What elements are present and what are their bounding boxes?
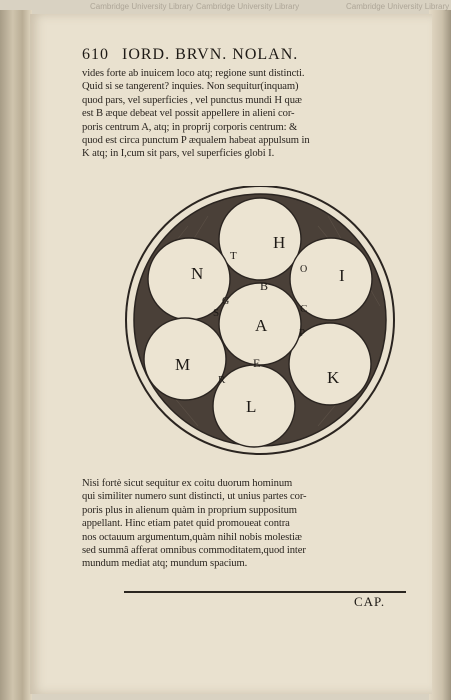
text-line: Nisi fortè sicut sequitur ex coitu duorum hominum xyxy=(82,478,293,489)
book-page-edges-left xyxy=(0,10,32,700)
label-h: H xyxy=(273,233,286,252)
label-s: S xyxy=(213,307,220,319)
label-r: R xyxy=(218,374,226,386)
label-a: A xyxy=(255,316,268,335)
text-line: K atq; in I,cum sit pars, vel superficies globi I. xyxy=(82,148,275,160)
label-n: N xyxy=(191,264,204,283)
book-page-edges-right xyxy=(429,10,451,700)
label-l: L xyxy=(246,397,257,416)
watermark-text: Cambridge University Library xyxy=(196,2,300,11)
text-line: poris plus in alienum quàm in proprium suppositum xyxy=(82,504,297,516)
label-m: M xyxy=(175,355,191,374)
label-e: E xyxy=(253,356,261,370)
text-line: qui similiter numero sunt distincti, ut unius partes cor- xyxy=(82,491,307,503)
label-p: P xyxy=(299,327,306,339)
label-o: O xyxy=(300,264,308,275)
label-i: I xyxy=(339,266,345,285)
catchword: CAP. xyxy=(354,594,386,609)
text-line: appellant. Hinc etiam patet quid promoueat contra xyxy=(82,518,290,530)
horizontal-rule xyxy=(124,591,406,593)
text-line: est B æque debeat vel possit appellere in alieni cor- xyxy=(82,108,295,120)
text-line: quod est circa punctum P æqualem habeat appulsum in xyxy=(82,135,310,147)
text-line: sed summâ afferat omnibus commoditatem,quod inter xyxy=(82,545,306,557)
text-line: mundum mediat atq; mundum spacium. xyxy=(82,558,248,570)
watermark-strip xyxy=(0,2,451,14)
body-text-bottom xyxy=(82,477,402,571)
label-t: T xyxy=(230,250,237,262)
watermark-text: Cambridge University Library xyxy=(90,2,194,11)
running-title: IORD. BRVN. NOLAN. xyxy=(122,46,299,63)
body-text-top xyxy=(82,67,402,161)
watermark-text: Cambridge University Library xyxy=(346,2,450,11)
circle-h xyxy=(219,198,301,280)
text-line: quod pars, vel superficies , vel punctus mundi H quæ xyxy=(82,94,302,106)
text-line: nos octauum argumentum,quàm nihil nobis molestiæ xyxy=(82,531,302,543)
text-line: vides forte ab inuicem loco atq; regione sunt distincti. xyxy=(82,68,305,79)
label-c: C xyxy=(300,303,308,315)
text-line: poris centrum A, atq; in proprij corporis centrum: & xyxy=(82,121,298,133)
label-k: K xyxy=(327,368,340,387)
running-header xyxy=(82,46,402,64)
label-g: G xyxy=(222,296,230,307)
page-number: 610 xyxy=(82,46,109,63)
circles-diagram xyxy=(118,186,408,462)
label-b: B xyxy=(260,279,269,293)
text-line: Quid si se tangerent? inquies. Non sequitur(inquam) xyxy=(82,81,299,93)
